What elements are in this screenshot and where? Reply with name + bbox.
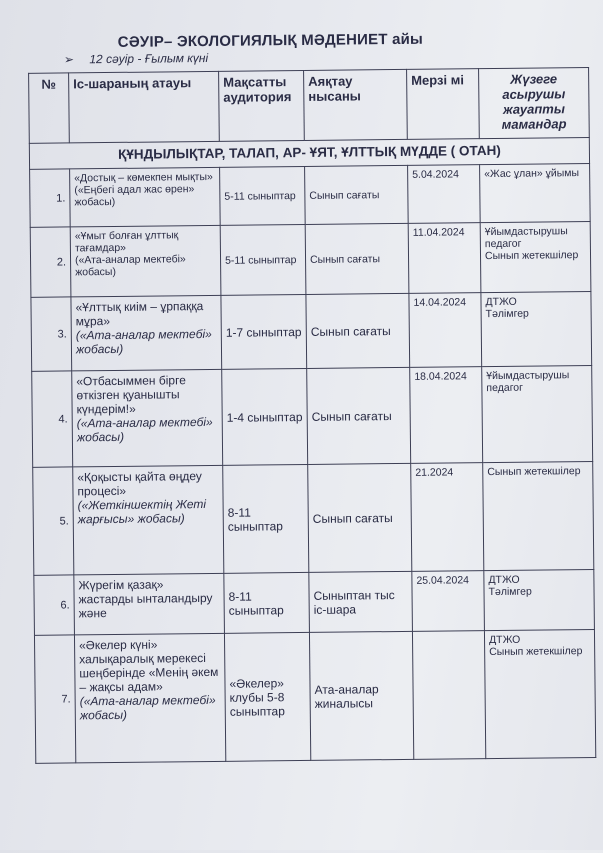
- event-project: («Ата-аналар мектебі» жобасы): [75, 326, 212, 357]
- row-responsible: [482, 365, 593, 462]
- row-name: [70, 167, 221, 227]
- events-table: [28, 67, 596, 764]
- row-form: Сынып сағаты: [307, 367, 411, 464]
- row-date: 14.04.2024: [409, 293, 482, 368]
- row-form: Ата-аналар жиналысы: [309, 631, 413, 760]
- responsible-line: Сынып жетекшілер: [487, 465, 581, 479]
- event-project: («Жеткіншектің Жеті жарғысы» жобасы): [77, 497, 207, 527]
- row-form: Сыныптан тыс іс-шара: [309, 571, 413, 632]
- event-title: Жүрегім қазақ» жастарды ынталандыру және: [78, 577, 213, 621]
- table-row: [34, 629, 595, 763]
- row-num: 4.: [32, 371, 73, 467]
- row-audience: 1-7 сыныптар: [221, 294, 307, 369]
- row-responsible: [483, 461, 594, 570]
- row-audience: 1-4 сыныптар: [222, 368, 308, 465]
- row-num: 5.: [33, 467, 74, 575]
- responsible-line: Ұйымдастырушы педагог: [484, 225, 568, 251]
- page-title: СӘУІР– ЭКОЛОГИЯЛЫҚ МӘДЕНИЕТ айы: [117, 30, 424, 51]
- row-num: 1.: [30, 169, 71, 227]
- row-name: [71, 295, 222, 371]
- responsible-line: Сынып жетекшілер: [484, 249, 579, 263]
- row-num: 7.: [34, 635, 75, 763]
- row-audience: 5-11 сыныптар: [220, 224, 306, 295]
- event-project: («Ата-аналар мектебі» жобасы): [76, 414, 213, 445]
- row-responsible: [480, 163, 591, 222]
- responsible-line: ДТЖО: [488, 633, 521, 647]
- event-title: «Әкелер күні» халықаралық мерекесі шеңберінде «Менің әкем – жақсы адам»: [79, 637, 219, 695]
- row-name: [70, 225, 221, 297]
- row-name: [73, 465, 224, 575]
- row-num: 6.: [34, 575, 75, 635]
- responsible-line: ДТЖО: [485, 295, 517, 309]
- row-date: 11.04.2024: [408, 223, 481, 294]
- row-date: [412, 631, 485, 760]
- header-name: Іс-шараның атауы: [69, 71, 220, 143]
- responsible-line: Сынып жетекшілер: [489, 645, 583, 659]
- row-name: [74, 633, 225, 763]
- table-row: [30, 163, 591, 227]
- event-title: «Достық – көмекпен мықты»: [74, 170, 213, 185]
- event-title: «Ұлттық киім – ұрпаққа мұра»: [75, 299, 204, 329]
- header-responsible: Жүзеге асырушы жауапты мамандар: [479, 67, 590, 138]
- row-num: 3.: [31, 297, 72, 371]
- row-form: Сынып сағаты: [305, 165, 409, 224]
- row-date: 21.2024: [411, 463, 484, 572]
- responsible-line: Ұйымдастырушы педагог: [486, 369, 570, 395]
- row-responsible: [484, 569, 595, 630]
- table-row: [31, 291, 592, 371]
- row-date: 25.04.2024: [412, 571, 485, 632]
- event-project: («Еңбегі адал жас өрен» жобасы): [74, 183, 195, 209]
- responsible-line: ДТЖО: [488, 573, 520, 587]
- subtitle-line: [64, 51, 208, 67]
- row-form: Сынып сағаты: [305, 223, 409, 294]
- header-form: Аяқтау нысаны: [304, 69, 408, 140]
- table-row: [30, 221, 591, 297]
- table-header-row: [29, 67, 590, 143]
- bullet-arrow-icon: ➢: [63, 52, 75, 67]
- responsible-line: Тәлімгер: [488, 585, 532, 599]
- row-name: [74, 573, 225, 635]
- header-date: Мерзі мі: [407, 69, 480, 140]
- subtitle-text: 12 сәуір - Ғылым күні: [89, 50, 209, 67]
- table-row: [34, 569, 595, 635]
- responsible-line: Тәлімгер: [485, 307, 529, 321]
- table-row: [32, 365, 593, 467]
- header-num: №: [29, 73, 70, 143]
- row-form: Сынып сағаты: [306, 293, 410, 368]
- row-audience: «Әкелер» клубы 5-8 сыныптар: [224, 632, 310, 761]
- row-responsible: [481, 291, 592, 366]
- row-responsible: [480, 221, 591, 292]
- section-title: ҚҰНДЫЛЫҚТАР, ТАЛАП, АР- ҰЯТ, ҰЛТТЫҚ МҮДДЕ ( ОТАН): [29, 137, 589, 169]
- event-title: «Қоқысты қайта өңдеу процесі»: [77, 469, 202, 499]
- row-responsible: [484, 629, 595, 758]
- row-form: Сынып сағаты: [308, 463, 412, 572]
- row-audience: 8-11 сыныптар: [223, 464, 309, 573]
- event-title: «Отбасыммен бірге өткізген қуанышты күндерім!»: [76, 373, 186, 417]
- row-date: 18.04.2024: [410, 367, 483, 464]
- row-num: 2.: [30, 227, 71, 297]
- row-name: [72, 369, 223, 467]
- event-project: («Ата-аналар мектебі» жобасы): [79, 692, 216, 723]
- row-audience: 5-11 сыныптар: [220, 166, 306, 225]
- event-title: «Ұмыт болған ұлттық тағамдар»: [74, 229, 179, 255]
- header-audience: Мақсатты аудитория: [219, 70, 305, 141]
- table-row: [33, 461, 594, 575]
- responsible-line: «Жас ұлан» ұйымы: [484, 167, 580, 181]
- row-date: 5.04.2024: [408, 165, 481, 224]
- row-audience: 8-11 сыныптар: [224, 572, 310, 633]
- event-project: («Ата-аналар мектебі» жобасы): [74, 253, 186, 279]
